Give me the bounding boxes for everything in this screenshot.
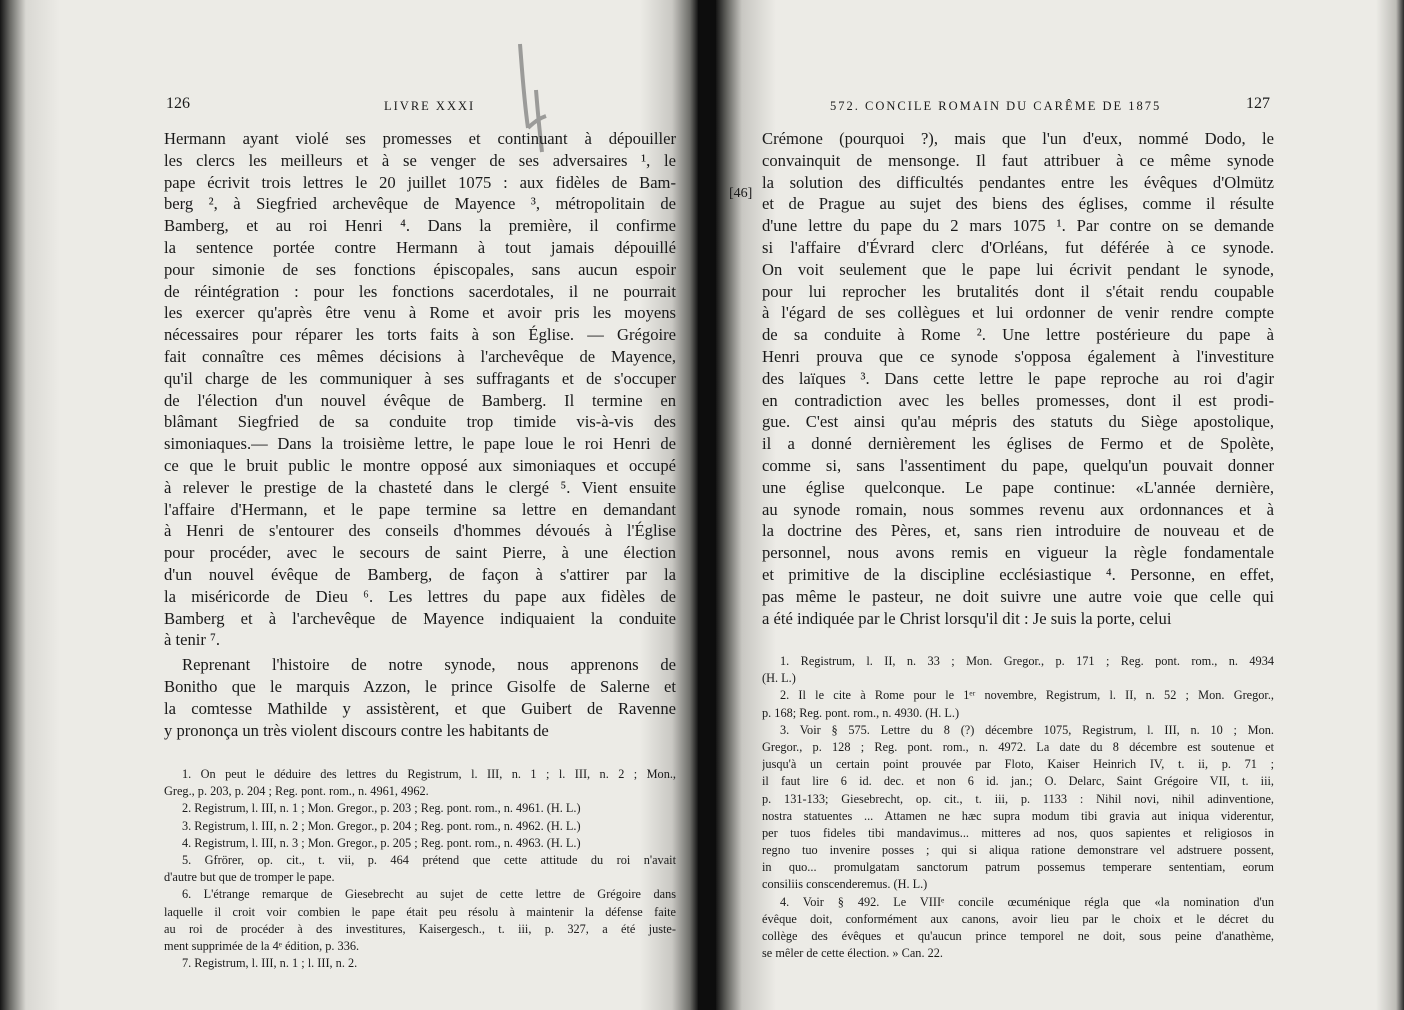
text-line: les clercs les meilleurs et à se venger de ses adversaires ¹, le: [164, 150, 676, 170]
text-line: Crémone (pourquoi ?), mais que l'un d'eux, nommé Dodo, le: [762, 129, 1274, 148]
footnote-line: (H. L.): [762, 671, 796, 686]
text-line: en contradiction avec les belles promesses, dont il est prodi-: [762, 390, 1274, 410]
text-line: Bamberg, et au roi Henri ⁴. Dans la première, il confirme: [164, 216, 676, 236]
footnote-line: 4. Voir § 492. Le VIIIᵉ concile œcuménique régla que «la nomination d'un: [780, 894, 1274, 909]
text-line: d'un nouvel évêque de Bamberg, de façon à s'attirer par la: [164, 564, 676, 584]
book-gutter: [698, 0, 716, 1010]
text-line: et primitive de la discipline ecclésiastique ⁴. Personne, en effet,: [762, 564, 1274, 584]
text-line: les exercer qu'après être venu à Rome et avoir pris les moyens: [164, 303, 676, 323]
text-line: a été indiquée par le Christ lorsqu'il dit : Je suis la porte, celui: [762, 608, 1172, 628]
text-line: la doctrine des Pères, et, sans rien introduire de nouveau et de: [762, 521, 1274, 541]
footnote-line: au roi de procéder à des investitures, Kaisergesch., t. iii, p. 327, a été juste-: [164, 921, 676, 936]
text-line: pour procéder, avec le secours de saint Pierre, à une élection: [164, 543, 676, 563]
text-line: la solution des difficultés pendantes entre les évêques d'Olmütz: [762, 172, 1274, 192]
text-line: à relever le prestige de la chasteté dans le clergé ⁵. Vient ensuite: [164, 477, 676, 497]
footnote-line: 3. Voir § 575. Lettre du 8 (?) décembre 1075, Registrum, l. III, n. 10 ; Mon.: [780, 722, 1274, 737]
text-line: pas même le pasteur, ne doit suivre une autre voie que celle qui: [762, 586, 1274, 606]
text-line: qu'il charge de les communiquer à ses suffragants et de s'occuper: [164, 368, 676, 388]
footnote-line: il faut lire 6 id. dec. et non 6 id. jan.; O. Delarc, Saint Grégoire VII, t. iii,: [762, 774, 1274, 789]
text-line: On voit seulement que le pape lui écrivit pendant le synode,: [762, 259, 1274, 279]
footnote-line: Gregor., p. 128 ; Reg. pont. rom., n. 4972. La date du 8 décembre est soutenue et: [762, 739, 1274, 754]
running-head: 572. CONCILE ROMAIN DU CARÊME DE 1875: [830, 99, 1162, 113]
text-line: gue. C'est ainsi qu'au mépris des statuts du Siège apostolique,: [762, 412, 1274, 432]
footnotes: [762, 653, 1274, 962]
footnote-line: ment supprimée de la 4ᵉ édition, p. 336.: [164, 938, 360, 953]
text-line: et de Prague au sujet des biens des églises, comme il résulte: [762, 194, 1274, 214]
text-line: à tenir ⁷.: [164, 630, 221, 650]
text-line: de réintégration : pour les fonctions sacerdotales, il ne pourrait: [164, 281, 676, 301]
text-line: ce que le bruit public le montre opposé aux simoniaques et occupé: [164, 455, 676, 475]
footnote-line: évêque doit, conformément aux canons, avoir lieu par le choix et le décret du: [762, 911, 1274, 926]
text-line: pour lui reprocher les brutalités dont il s'était rendu coupable: [762, 281, 1274, 301]
text-line: la sentence portée contre Hermann à tout jamais dépouillé: [164, 237, 676, 257]
text-line: de l'élection d'un nouvel évêque de Bamberg. Il termine en: [164, 390, 676, 410]
text-line: la miséricorde de Dieu ⁶. Les lettres du pape aux fidèles de: [164, 586, 676, 606]
footnote-line: se mêler de cette élection. » Can. 22.: [762, 946, 943, 961]
text-line: convainquit de mensonge. Il faut attribuer à ce même synode: [762, 150, 1274, 170]
text-line: pape écrivit trois lettres le 20 juillet 1075 : aux fidèles de Bam-: [164, 172, 676, 192]
text-line: la comtesse Mathilde y assistèrent, et que Guibert de Ravenne: [164, 698, 676, 718]
text-line: de sa conduite à Rome ². Une lettre postérieure du pape à: [762, 325, 1274, 345]
footnote-line: d'autre but que de tromper le pape.: [164, 870, 335, 885]
footnote-line: Greg., p. 203, p. 204 ; Reg. pont. rom., n. 4961, 4962.: [164, 784, 429, 799]
footnote-line: collège des évêques et qu'aucun prince temporel ne doit, sous peine d'anathème,: [762, 929, 1274, 943]
footnote-line: 2. Il le cite à Rome pour le 1ᵉʳ novembre, Registrum, l. II, n. 52 ; Mon. Gregor.,: [780, 688, 1274, 703]
footnote-line: 7. Registrum, l. III, n. 1 ; l. III, n. 2.: [182, 956, 358, 971]
footnote-line: per tuos fideles tibi mandavimus... mitteres ad nos, quos sapientes et religiosos in: [762, 825, 1274, 840]
text-line: pour simonie de ses fonctions épiscopales, sans aucun espoir: [164, 259, 676, 279]
footnote-line: 1. Registrum, l. II, n. 33 ; Mon. Gregor., p. 171 ; Reg. pont. rom., n. 4934: [780, 654, 1274, 668]
text-line: Reprenant l'histoire de notre synode, nous apprenons de: [182, 655, 676, 675]
page-number: 127: [1246, 95, 1270, 112]
footnote-line: nostra statuentes ... Attamen ne hæc supra modum tibi gravia aut iniqua viderentur,: [762, 808, 1274, 823]
text-line: l'affaire d'Hermann, et le pape termine sa lettre en demandant: [164, 499, 676, 519]
text-line: il a donné dernièrement les églises de Fermo et de Spolète,: [762, 434, 1274, 454]
text-line: y prononça un très violent discours contre les habitants de: [164, 720, 549, 740]
footnote-line: 3. Registrum, l. III, n. 2 ; Mon. Gregor., p. 204 ; Reg. pont. rom., n. 4962. (H. L.): [182, 818, 581, 833]
text-line: si l'affaire d'Évrard clerc d'Orléans, fut déférée à ce synode.: [762, 237, 1274, 257]
left-page: [0, 0, 698, 1010]
text-line: fait connaître ces mêmes décisions à l'archevêque de Mayence,: [164, 346, 676, 366]
footnote-line: laquelle il croit voir combien le pape était peu résolu à maintenir la défense faite: [164, 904, 676, 919]
body-text: [164, 128, 676, 741]
text-line: Henri prouva que ce synode s'opposa également à l'investiture: [762, 346, 1274, 366]
text-line: des laïques ³. Dans cette lettre le pape reproche au roi d'agir: [762, 368, 1274, 388]
footnote-line: 1. On peut le déduire des lettres du Registrum, l. III, n. 1 ; l. III, n. 2 ; Mon.,: [182, 767, 676, 781]
text-line: une église quelconque. Le pape continue: «L'année dernière,: [762, 477, 1274, 497]
running-head: LIVRE XXXI: [384, 99, 476, 113]
footnote-line: jusqu'à un certain point prouvée par Floto, Kaiser Heinrich IV, t. ii, p. 71 ;: [762, 757, 1274, 772]
page-number: 126: [166, 95, 190, 112]
footnote-line: p. 168; Reg. pont. rom., n. 4930. (H. L.): [762, 705, 960, 720]
footnote-line: 2. Registrum, l. III, n. 1 ; Mon. Gregor., p. 203 ; Reg. pont. rom., n. 4961. (H. L.): [182, 801, 581, 816]
text-line: comme si, sans l'assentiment du pape, quelqu'un pouvait donner: [762, 455, 1274, 475]
footnote-line: 4. Registrum, l. III, n. 3 ; Mon. Gregor., p. 205 ; Reg. pont. rom., n. 4963. (H. L.): [182, 835, 581, 850]
text-line: simoniaques.— Dans la troisième lettre, le pape loue le roi Henri de: [164, 434, 676, 454]
text-line: d'une lettre du pape du 2 mars 1075 ¹. Par contre on se demande: [762, 216, 1274, 236]
text-line: Bonitho que le marquis Azzon, le prince Gisolfe de Salerne et: [164, 676, 676, 696]
footnote-line: consiliis conscenderemus. (H. L.): [762, 877, 928, 892]
text-line: berg ², à Siegfried archevêque de Mayence ³, métropolitain de: [164, 194, 676, 214]
footnote-line: regno tuo invenire posses ; qui si aliqua ratione demonstrare vel adstruere possent,: [762, 843, 1274, 858]
footnote-line: 5. Gfrörer, op. cit., t. vii, p. 464 prétend que cette attitude du roi n'avait: [182, 852, 676, 867]
text-line: personnel, nous avons remis en vigueur la règle fondamentale: [762, 543, 1274, 563]
text-line: à Henri de s'entourer des conseils d'hommes dévoués à l'Église: [164, 521, 676, 541]
footnote-line: 6. L'étrange remarque de Giesebrecht au sujet de cette lettre de Grégoire dans: [182, 887, 676, 902]
text-line: nécessaires pour réparer les torts faits à son Église. — Grégoire: [164, 325, 676, 345]
text-line: à l'égard de ses collègues et lui ordonner de venir rendre compte: [762, 303, 1274, 323]
margin-marker: [46]: [729, 186, 753, 201]
footnotes: [164, 766, 676, 972]
footnote-line: p. 131-133; Giesebrecht, op. cit., t. iii, p. 1133 : Nihil novi, nihil adinventione,: [762, 791, 1274, 806]
right-page: [716, 0, 1404, 1010]
footnote-line: in quo... promulgatam sanctorum patrum possemus temperare sententiam, eorum: [762, 860, 1274, 875]
text-line: Bamberg et à l'archevêque de Mayence indiquaient la conduite: [164, 608, 676, 628]
text-line: blâmant Siegfried de sa conduite trop timide vis-à-vis des: [164, 412, 676, 432]
text-line: au synode romain, nous sommes revenu aux ordonnances et à: [762, 499, 1274, 519]
text-line: Hermann ayant violé ses promesses et continuant à dépouiller: [164, 129, 676, 148]
body-text: [762, 128, 1274, 629]
